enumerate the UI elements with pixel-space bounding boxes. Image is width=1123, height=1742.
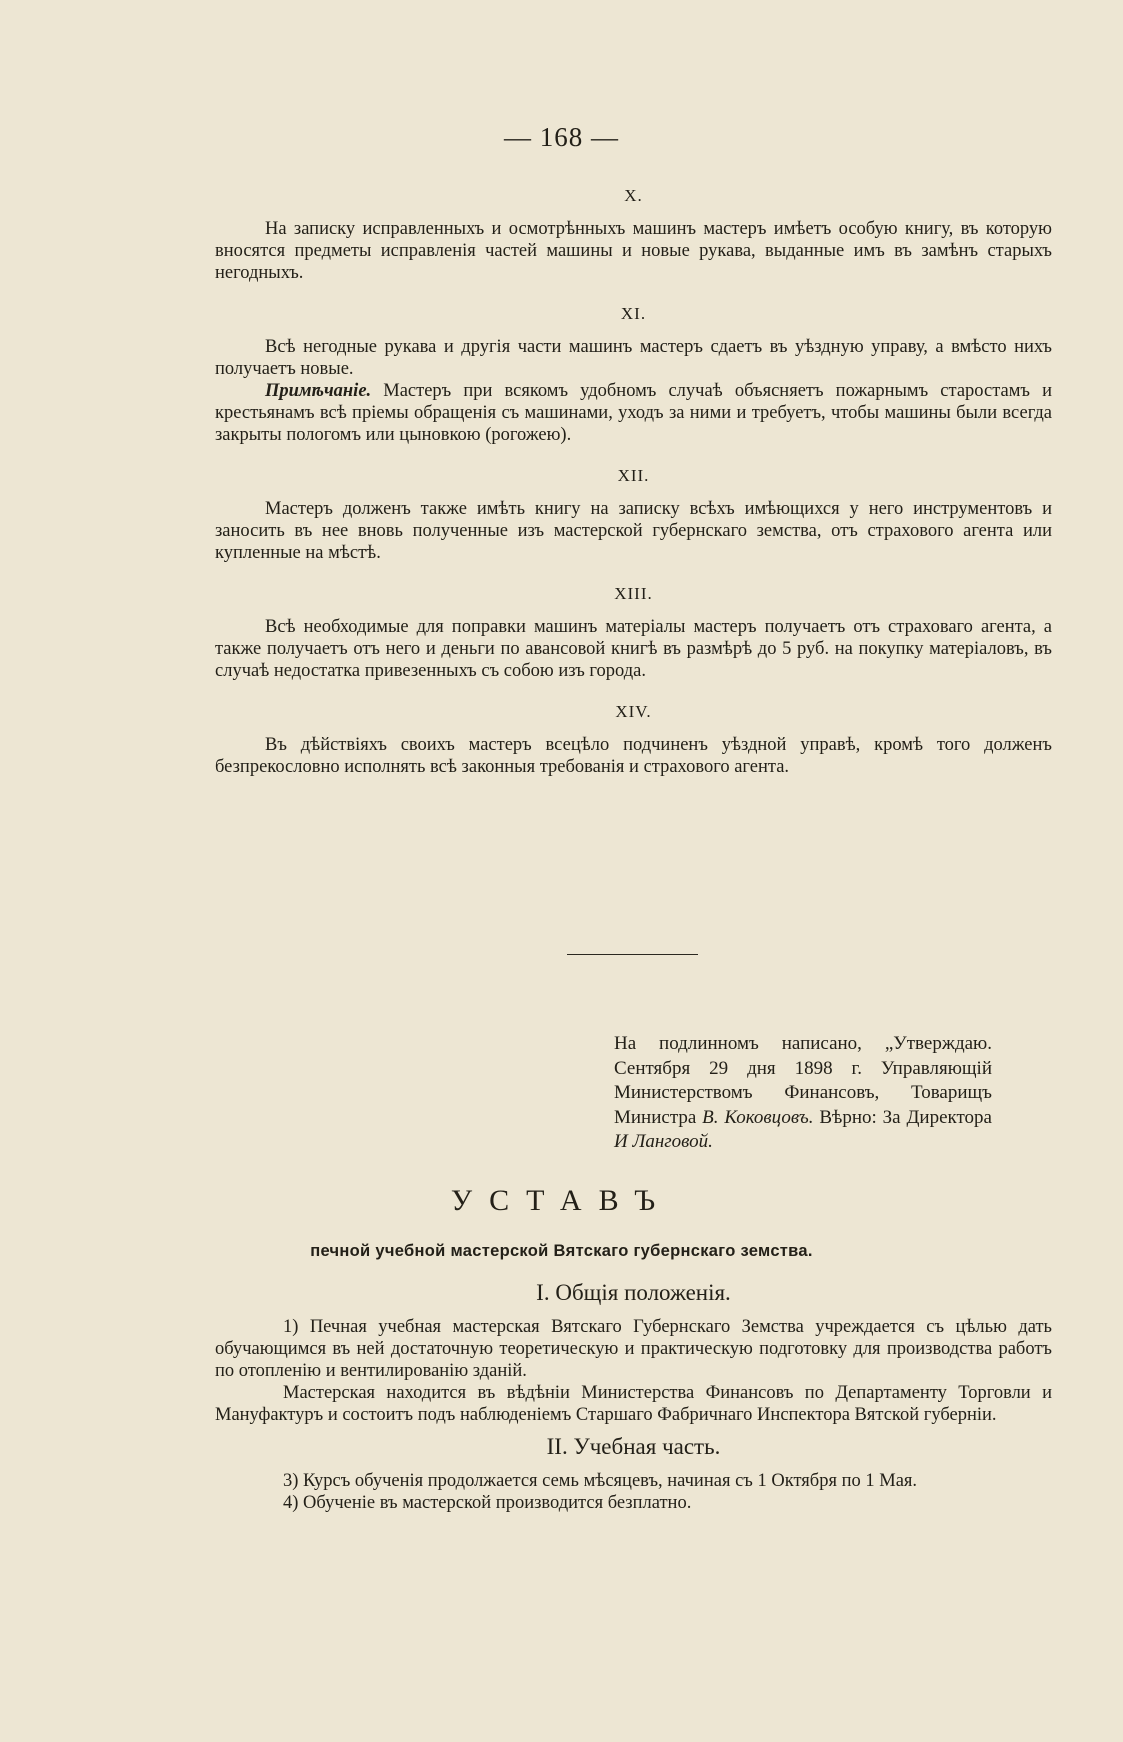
section-x-paragraph: На записку исправленныхъ и осмотрѣнныхъ машинъ мастеръ имѣетъ особую книгу, въ которую вносятся предметы исправленія частей машины и новые рукава, выданные имъ въ замѣнъ старыхъ негодныхъ. <box>215 219 1052 283</box>
ustav-body <box>215 1280 1052 1514</box>
section-xi-note <box>215 380 1052 446</box>
section-xii-paragraph: Мастеръ долженъ также имѣть книгу на записку всѣхъ имѣющихся у него инструментовъ и заносить въ нее вновь полученные изъ мастерской губернскаго земства, отъ страхового агента или купленные на мѣстѣ. <box>215 499 1052 563</box>
section-number-x: X. <box>624 186 643 205</box>
statute-sections <box>215 186 1052 778</box>
section-number-xii: XII. <box>617 466 650 485</box>
approval-text: На подлинномъ написано, „Утверждаю. Сентября 29 дня 1898 г. Управляющій Министерствомъ Финансовъ, Товарищъ Министра <box>614 1033 992 1128</box>
page-number: — 168 — <box>504 122 619 152</box>
note-text: Мастеръ при всякомъ удобномъ случаѣ объясняетъ пожарнымъ старостамъ и крестьянамъ всѣ пріемы обращенія съ машинами, уходъ за ними и требуетъ, чтобы машины были всегда закрыты пологомъ или цыновкою (рогожею). <box>215 381 1052 445</box>
divider-rule <box>567 954 698 955</box>
section-xi-paragraph: Всѣ негодные рукава и другія части машинъ мастеръ сдаетъ въ уѣздную управу, а вмѣсто нихъ получаетъ новые. <box>215 337 1052 379</box>
part-heading-education: II. Учебная часть. <box>546 1434 721 1459</box>
section-number-xiii: XIII. <box>614 584 653 603</box>
part-general-paragraph-2: Мастерская находится въ вѣдѣніи Министерства Финансовъ по Департаменту Торговли и Мануфактуръ и состоитъ подъ наблюденіемъ Старшаго Фабричнаго Инспектора Вятской губерніи. <box>215 1383 1052 1425</box>
approval-note <box>614 1032 992 1155</box>
approval-signature-minister: В. Коковцовъ. <box>702 1106 814 1128</box>
section-xiii-paragraph: Всѣ необходимые для поправки машинъ матеріалы мастеръ получаетъ отъ страховаго агента, а также получаетъ отъ него и деньги по авансовой книгѣ въ размѣрѣ до 5 руб. на покупку матеріаловъ, въ случаѣ недостатка привезенныхъ съ собою изъ города. <box>215 617 1052 681</box>
note-label: Примѣчаніе. <box>265 381 372 401</box>
section-xiv-paragraph: Въ дѣйствіяхъ своихъ мастеръ всецѣло подчиненъ уѣздной управѣ, кромѣ того долженъ безпрекословно исполнять всѣ законныя требованія и страхового агента. <box>215 735 1052 777</box>
approval-signature-director: И Ланговой. <box>614 1131 713 1152</box>
ustav-title: УСТАВЪ <box>450 1184 673 1217</box>
approval-verified: Вѣрно: За Директора <box>813 1106 992 1128</box>
section-number-xi: XI. <box>620 304 647 323</box>
section-number-xiv: XIV. <box>615 702 652 721</box>
part-education-paragraph-3: 3) Курсъ обученія продолжается семь мѣсяцевъ, начиная съ 1 Октября по 1 Мая. <box>283 1471 918 1491</box>
ustav-subtitle: печной учебной мастерской Вятскаго губернскаго земства. <box>310 1242 813 1260</box>
part-heading-general: I. Общія положенія. <box>536 1280 731 1305</box>
part-general-paragraph-1: 1) Печная учебная мастерская Вятскаго Губернскаго Земства учреждается съ цѣлью дать обучающимся въ ней достаточную теоретическую и практическую подготовку для производства работъ по отопленію и вентилированію зданій. <box>215 1317 1052 1381</box>
part-education-paragraph-4: 4) Обученіе въ мастерской производится безплатно. <box>283 1493 692 1513</box>
